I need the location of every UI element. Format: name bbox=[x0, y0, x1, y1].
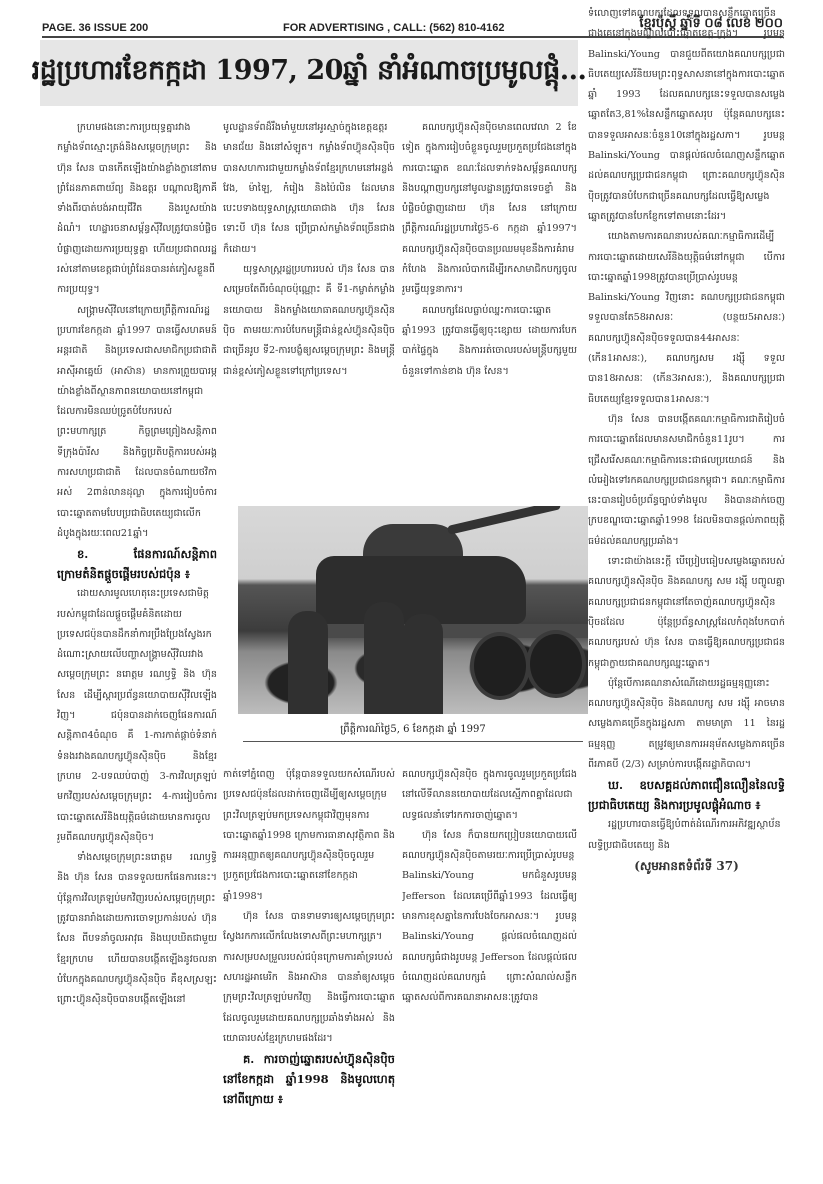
paragraph: ទំលោញទៅគណបក្សដែលទទួលបានសន្លឹកឆ្នោតច្រើនជាងគេនៅក្នុងមណ្ឌលបោះឆ្នោតខេត្ត-ក្រុង។ រូបមន្ត Balinski/Young បានជួយពីតយោងគណបក្សប្រជាធិបតេយ្យសេរីនិយមព្រះពុទ្ធសាសនានៅក្នុងការបោះឆ្នោតឆ្នាំ 1993 ដែលគណបក្សនេះទទួលបានសម្លេងឆ្នោតតែ3,81%នៃសន្លឹកឆ្នោតសរុប ប៉ុន្តែគណបក្សនេះបានទទួលអាសនៈចំនួន10នៅក្នុងរដ្ឋសភា។ រូបមន្ត Balinski/Young បានផ្ដល់ផលចំណេញសន្លឹកឆ្នោតដល់គណបក្សប្រជាជនកម្ពុជា ព្រោះគណបក្សហ៊្វុនស៊ិនប៉ិចត្រូវបានបំបែកជាច្រើនគណបក្សដែលធ្វើឱ្យសម្លេងឆ្នោតត្រូវបានបែកខ្ញែកទៅតាមនោះដែរ។ bbox=[588, 8, 785, 222]
soldier-shape bbox=[288, 611, 328, 714]
paragraph: ហ៊ុន សែន ក៏បានយកប្រៀបនយោបាយលើគណបក្សហ៊្វុនស៊ិនប៉ិចតាមរយៈការប្រើប្រាស់រូបមន្ត Balinski/Young មកជំនួសរូបមន្ត Jefferson ដែលគេប្រើពីឆ្នាំ1993 ដែលធ្វើឲ្យមានការខុសគ្នានៃការបែងចែកអាសនៈ។ រូបមន្ត Balinski/Young ផ្ដល់ផលចំណេញដល់គណបក្សធំជាងរូបមន្ត Jefferson ដែលផ្ដល់ផលចំណេញដល់គណបក្សធំ ព្រោះសំណល់សន្លឹកឆ្នោតសល់ពីការគណនាអាសនៈត្រូវបាន bbox=[402, 829, 577, 1004]
paragraph: គណបក្សហ៊្វុនស៊ិនប៉ិច ក្នុងការចូលរួមប្រកួតប្រជែងនៅលើទីលាននយោបាយដែលស្មើភាពគ្នាដែលជាលទ្ធផលនាំទៅរកការចាញ់ឆ្នោត។ bbox=[402, 769, 577, 821]
paragraph: គណបក្សដែលធ្លាប់ឈ្នះការបោះឆ្នោតឆ្នាំ1993 ត្រូវបានធ្វើឲ្យចុះខ្សោយ ដោយការបែកបាក់ផ្ទៃក្នុង និងការរត់ចោលរបស់មន្ត្រីបក្សមួយចំនួនទៅកាន់ខាង ហ៊ុន សែន។ bbox=[402, 304, 577, 377]
paragraph: មូលដ្ឋានទ័ពដ៏រឹងមាំមួយនៅអូរស្មាច់ក្នុងខេត្តឧត្តរមានជ័យ និងនៅសំឡូត។ កម្លាំងទ័ពហ៊្វុនស៊ិនប៉ិចបានសហការជាមួយកម្លាំងទ័ពខ្មែរក្រហមនៅអន្លង់វែង, ម៉ាឡៃ, កំរៀង និងប៉ៃលិន ដែលមានបេះបទាងយុទ្ធសាស្រ្តយោធាជាង ហ៊ុន សែន ទោះបី ហ៊ុន សែន ប្រើប្រាស់កម្លាំងទ័ពច្រើនជាងក៏ដោយ។ bbox=[223, 122, 395, 255]
tank-gun-shape bbox=[447, 506, 561, 535]
article-column-3-bottom bbox=[402, 765, 577, 1180]
continued-on-page-link[interactable]: (សូមអានតទំព័រទី 37) bbox=[634, 858, 739, 873]
article-column-1 bbox=[57, 118, 217, 1178]
paragraph: ប៉ុន្តែបើការគណនាសំណើដោយរដ្ឋធម្មនុញ្ញនោះ គណបក្សហ៊្វុនស៊ិនប៉ិច និងគណបក្ស សម រង្ស៊ី អាចមានសម្លេងភាគច្រើនក្នុងរដ្ឋសភា តាមមាត្រា 11 នៃរដ្ឋធម្មនុញ្ញ តម្រូវឲ្យមានការអនុម័តសម្លេងភាគច្រើនពីរភាគបី (2/3) សម្រាប់ការបង្កើតរដ្ឋាភិបាល។ bbox=[588, 677, 785, 770]
paragraph: យុទ្ធសាស្រ្តរដ្ឋប្រហាររបស់ ហ៊ុន សែន បានសម្រេចតែពីរចំណុចប៉ុណ្ណោះ គឺ ទី1-កម្ចាត់កម្លាំងនយោបាយ និងកម្លាំងយោធាគណបក្សហ៊្វុនស៊ិនប៉ិច តាមរយៈការបំបែកមន្ត្រីជាន់ខ្ពស់ហ៊្វុនស៊ិនប៉ិចជាច្រើនរូប ទី2-ការបង្ខំឲ្យសម្ដេចក្រុមព្រះ និងមន្ត្រីជាន់ខ្ពស់ភៀសខ្លួនទៅក្រៅប្រទេស។ bbox=[223, 264, 395, 377]
wheel-shape bbox=[526, 630, 586, 698]
section-heading-b: ខ. ផែនការណ៍សន្តិភាពក្រោមតំនិតផ្ដួចផ្ដើមរបស់ជប៉ុន ៖ bbox=[57, 547, 217, 582]
article-column-2-bottom bbox=[223, 765, 395, 1180]
paragraph: ហ៊ុន សែន បានទាមទារឲ្យសម្ដេចក្រុមព្រះ ស្វែងរកការលើកលែងទោសពីព្រះមហាក្សត្រ។ ការសម្របសម្រួលរបស់ជប៉ុនក្រោមការគាំទ្ររបស់សហរដ្ឋអាមេរិក និងអាស៊ាន បាននាំឲ្យសម្ដេចក្រុមព្រះវិលត្រឡប់មកវិញ និងធ្វើការបោះឆ្នោតដែលចូលរួមដោយគណបក្សប្រឆាំងទាំងអស់ និងយោធារបស់ខ្មែរក្រហមផងដែរ។ bbox=[223, 911, 395, 1044]
wheel-shape bbox=[470, 632, 530, 700]
article-headline: រដ្ឋប្រហារខែកក្កដា 1997, 20ឆ្នាំ នាំអំណាចប្រមូលផ្ដុំ... bbox=[31, 54, 587, 86]
paragraph: យោងតាមការគណនារបស់គណៈកម្មាធិការដើម្បីការបោះឆ្នោតដោយសេរីនិងយុត្តិធម៌នៅកម្ពុជា បើការបោះឆ្នោតឆ្នាំ1998ត្រូវបានប្រើប្រាស់រូបមន្ត Balinski/Young វិញនោះ គណបក្សប្រជាជនកម្ពុជាទទួលបានតែ58អាសនៈ (បន្ថយ5អាសនៈ) គណបក្សហ៊្វុនស៊ិនប៉ិចទទួលបាន44អាសនៈ (កើន1អាសនៈ), គណបក្សសម រង្ស៊ី ទទួលបាន18អាសនៈ (កើន3អាសនៈ), និងគណបក្សប្រជាធិបតេយ្យខ្មែរទទួលបាន1អាសនៈ។ bbox=[588, 231, 785, 405]
paragraph: ហ៊ុន សែន បានបង្កើតគណៈកម្មាធិការជាតិរៀបចំការបោះឆ្នោតដែលមានសមាជិកចំនួន11រូប។ ការជ្រើសរើសគណៈកម្មាធិការនេះជាផលប្រយោជន៍ និងលំអៀងទៅរកគណបក្សប្រជាជនកម្ពុជា។ គណៈកម្មាធិការនេះបានរៀបចំប្រព័ន្ធច្បាប់ទាំងមូល និងបានដាក់ចេញក្របខណ្ឌបោះឆ្នោតឆ្នាំ1998 ដែលមិនបានផ្ដល់ភាពយុត្តិធម៌ដល់គណបក្សប្រឆាំង។ bbox=[588, 413, 785, 547]
page-issue-label: PAGE. 36 ISSUE 200 bbox=[42, 22, 149, 34]
paragraph: សង្គ្រាមស៊ីវិលនៅក្រោយព្រឹត្តិការណ៍រដ្ឋប្រហារខែកក្កដា ឆ្នាំ1997 បានធ្វើសហគមន៍អន្តរជាតិ និងប្រទេសជាសមាជិកប្រជាជាតិអាស៊ីអាគ្នេយ៍ (អាស៊ាន) មានការព្រួយបារម្ភយ៉ាងខ្លាំងពីស្ថានភាពនយោបាយនៅកម្ពុជាដែលការមិនឈប់ច្រូតបំបែករបស់ព្រះមហាក្សត្រ កិច្ចព្រមព្រៀងសន្តិភាពទីក្រុងប៉ារីស និងកិច្ចប្រតិបត្តិការរបស់អង្គការសហប្រជាជាតិ ដែលបានចំណាយថវិកាអស់ 2ពាន់លានដុល្លា ក្នុងការរៀបចំការបោះឆ្នោតតាមបែបប្រជាធិបតេយ្យជាលើកដំបូងក្នុងរយៈពេល21ឆ្នាំ។ bbox=[57, 304, 217, 539]
paragraph: ក្រហមផងនោះការប្រយុទ្ធគ្នារវាងកម្លាំងទ័ពស្មោះត្រង់និងសម្ដេចក្រុមព្រះ និង ហ៊ុន សែន បានកើតឡើងយ៉ាងខ្លាំងក្លានៅតាមព្រំដែនភាគពាយ័ព្យ និងឧត្តរ បណ្ដាលឱ្យភាគីទាំងពីរបាត់បង់អាយុជីវិត និងរបួសយ៉ាងដំណំ។ ហេដ្ឋារចនាសម្ព័ន្ធស៊ីវិលត្រូវបានបំផ្លិចបំផ្លាញដោយការប្រយុទ្ធគ្នា ហើយប្រជាពលរដ្ឋរស់នៅតាមខេត្តជាប់ព្រំដែនបានរត់ភៀសខ្លួនពីការប្រយុទ្ធ។ bbox=[57, 122, 217, 296]
section-heading-c: គ. ការចាញ់ឆ្នោតរបស់ហ៊្វុនស៊ិនប៉ិចនៅខែកក្កដា ឆ្នាំ1998 និងមូលហេតុនៅពីក្រោយ ៖ bbox=[223, 1052, 395, 1107]
advertising-contact: FOR ADVERTISING , CALL: (562) 810-4162 bbox=[283, 22, 505, 34]
paragraph: គណបក្សហ៊្វុនស៊ិនប៉ិចមានពេលវេលា 2 ខែទៀត ក្នុងការរៀបចំខ្លួនចូលរួមប្រកួតប្រជែងនៅក្នុងការបោះឆ្នោត ខណៈដែលទាក់ទងសម្ព័ន្ធគណបក្ស និងបណ្ដាញបក្សនៅមូលដ្ឋានត្រូវបានទេចខ្ទាំ និងបំផ្លិចបំផ្លាញដោយ ហ៊ុន សែន នៅក្រោយព្រឹត្តិការណ៍រដ្ឋប្រហារថ្ងៃ5-6 កក្កដា ឆ្នាំ1997។ គណបក្សហ៊្វុនស៊ិនប៉ិចបានប្រឈមមុខនឹងការគំរាមកំហែង និងការលំបាកដើម្បីរកសាមាជិកបក្សចូលរួមធ្វើយុទ្ធនាការ។ bbox=[402, 122, 577, 296]
section-heading-d: ឃ. ឧបសគ្គដល់ភាពជឿនលឿននៃលទ្ធិប្រជាធិបតេយ្យ និងការប្រមូលផ្ដុំអំណាច ៖ bbox=[588, 778, 785, 813]
paragraph: កាត់ទៅភ្នំពេញ ប៉ុន្តែបានទទួលយកសំណើរបស់ប្រទេសជប៉ុនដែលដាក់ចេញដើម្បីឲ្យសម្ដេចក្រុមព្រះវិលត្រឡប់មកប្រទេសកម្ពុជាវិញមុនការបោះឆ្នោតឆ្នាំ1998 ក្រោមការធានាសុវត្ថិភាព និងការអនុញ្ញាតឲ្យគណបក្សហ៊្វុនស៊ិនប៉ិចចូលរួមប្រកួតប្រជែងការបោះឆ្នោតនៅខែកក្កដា ឆ្នាំ1998។ bbox=[223, 769, 395, 902]
paragraph: រដ្ឋប្រហារបានធ្វើឱ្យបំពាត់ដំណើរការអភិវឌ្ឍស្ថាប័នលទ្ធិប្រជាធិបតេយ្យ និង bbox=[588, 819, 781, 851]
article-column-3-top bbox=[402, 118, 577, 498]
paragraph: ទាំងសម្ដេចក្រុមព្រះនរោត្តម រណឫទ្ធិ និង ហ៊ុន សែន បានទទួលយកផែនការនេះ។ ប៉ុន្តែការវិលត្រឡប់មកវិញរបស់សម្ដេចក្រុមព្រះ ត្រូវបានរារាំងដោយការចោទប្រកាន់របស់ ហ៊ុន សែន ពីបទនាំចូលអាវុធ និងឃុបឃិតជាមួយខ្មែរក្រហម ហើយបានបង្កើតឡើងនូវចលនាបំបែកក្នុងគណបក្សហ៊្វុនស៊ិនប៉ិច គឺខុសស្រឡះ ព្រោះហ៊្វុនស៊ិនប៉ិចបានបង្កើតឡើងនៅ bbox=[57, 852, 217, 1006]
soldier-shape bbox=[364, 602, 404, 714]
news-photo-tank bbox=[238, 506, 588, 714]
photo-caption: ព្រឹត្តិការណ៍ថ្ងៃ5, 6 ខែកក្កដា ឆ្នាំ 1997 bbox=[340, 724, 486, 735]
article-column-2-top bbox=[223, 118, 395, 498]
paragraph: ទោះជាយ៉ាងនេះក្ដី បើប្រៀបធៀបសម្លេងឆ្នោតរបស់គណបក្សហ៊្វុនស៊ិនប៉ិច និងគណបក្ស សម រង្ស៊ី បញ្ចូលគ្នា គណបក្សប្រជាជនកម្ពុជានៅតែចាញ់គណបក្សហ៊្វុនស៊ិនប៉ិចដដែល ប៉ុន្តែប្រព័ន្ធសាស្ត្រដែលកំពុងបែកបាក់គណបក្សរបស់ ហ៊ុន សែន បានធ្វើឱ្យគណបក្សប្រជាជនកម្ពុជាក្លាយជាគណបក្សឈ្នះឆ្នោត។ bbox=[588, 556, 785, 669]
soldier-shape bbox=[403, 614, 443, 714]
article-column-4 bbox=[588, 4, 785, 1184]
headline-banner bbox=[31, 40, 587, 106]
caption-divider bbox=[243, 741, 583, 742]
paragraph: ដោយសារមូលហេតុនេះប្រទេសជាមិត្តរបស់កម្ពុជាដែលផ្ដួចផ្ដើមគំនិតដោយប្រទេសជប៉ុនបានដឹកនាំការប្រឹងប្រែងស្វែងរកដំណោះស្រាយលើបញ្ហាសង្គ្រាមស៊ីវិលរវាងសម្ដេចក្រុមព្រះ នរោត្តម រណឫទ្ធិ និង ហ៊ុន សែន ដើម្បីស្ដារប្រព័ន្ធនយោបាយស៊ីវិលឡើងវិញ។ ជប៉ុនបានដាក់ចេញផែនការណ៍សន្តិភាព4ចំណុច គឺ 1-ការកាត់ផ្ដាច់ទំនាក់ទំនងរវាងគណបក្សហ៊្វុនស៊ិនប៉ិច និងខ្មែរក្រហម 2-បទឈប់បាញ់ 3-ការវិលត្រឡប់មកវិញរបស់សម្ដេចក្រុមព្រះ 4-ការរៀបចំការបោះឆ្នោតសេរីនិងយុត្តិធម៌ដោយមានការចូលរួមពីគណបក្សហ៊្វុនស៊ិនប៉ិច។ bbox=[57, 588, 217, 843]
publication-masthead: ខ្មែរប៉ុស្ដិ៍ ឆ្នាំទី ០៨ លេខ ២០០ bbox=[639, 15, 783, 30]
